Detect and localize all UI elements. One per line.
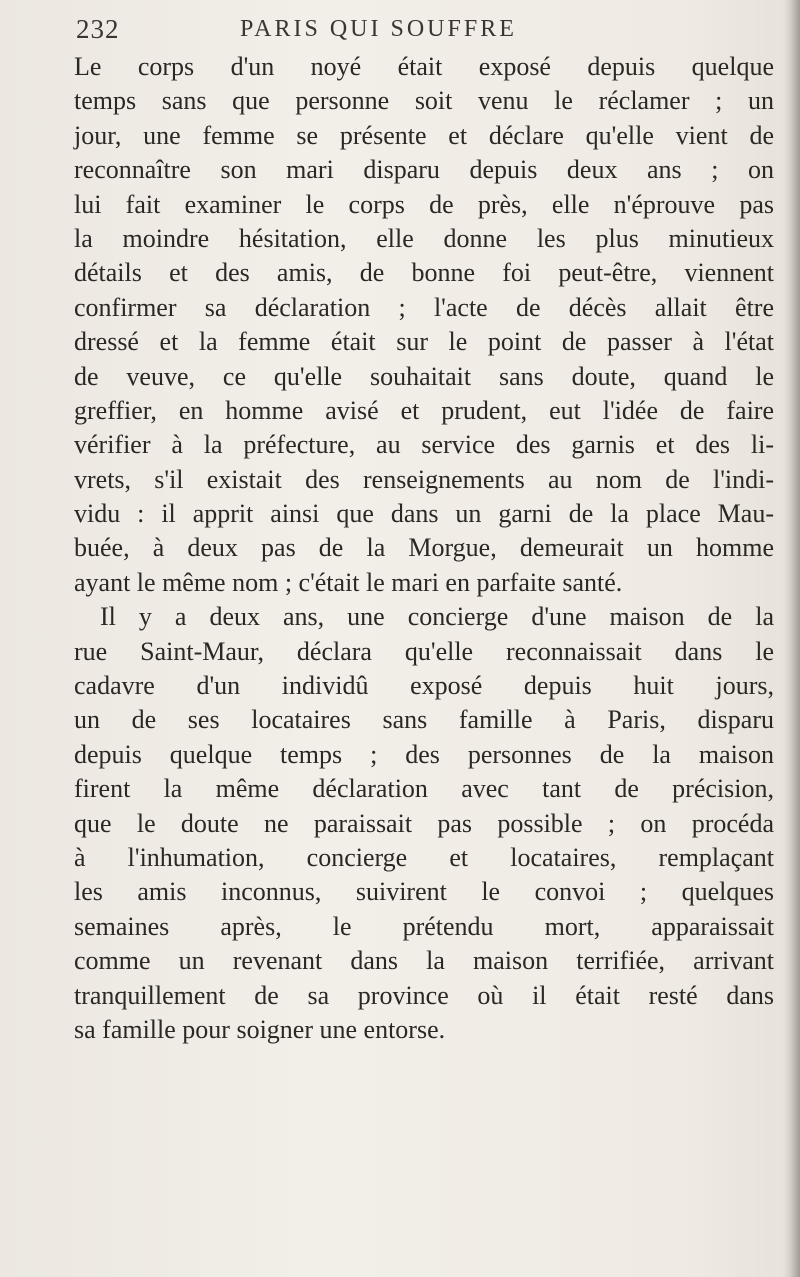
paragraph-start-line: Il y a deux ans, une concierge d'une maison de la (100, 602, 774, 632)
text-line: cadavre d'un individû exposé depuis huit jours, (74, 671, 774, 701)
text-line: ayant le même nom ; c'était le mari en parfaite santé. (74, 567, 623, 597)
text-line: à l'inhumation, concierge et locataires, remplaçant (74, 842, 774, 872)
text-line: reconnaître son mari disparu depuis deux ans ; on (74, 155, 774, 185)
text-line: sa famille pour soigner une entorse. (74, 1014, 446, 1044)
page-edge-shadow (784, 0, 800, 1277)
text-line: vrets, s'il existait des renseignements au nom de l'indi- (74, 464, 774, 494)
page-header (76, 14, 766, 54)
text-line: tranquillement de sa province où il était resté dans (74, 980, 774, 1010)
text-line: un de ses locataires sans famille à Paris, disparu (74, 705, 774, 735)
text-line: confirmer sa déclaration ; l'acte de décès allait être (74, 292, 774, 322)
text-line: firent la même déclaration avec tant de précision, (74, 774, 774, 804)
text-line: lui fait examiner le corps de près, elle n'éprouve pas (74, 189, 774, 219)
text-line: greffier, en homme avisé et prudent, eut l'idée de faire (74, 395, 774, 425)
running-title: PARIS QUI SOUFFRE (240, 16, 517, 42)
text-line: de veuve, ce qu'elle souhaitait sans doute, quand le (74, 361, 774, 391)
text-line: depuis quelque temps ; des personnes de la maison (74, 739, 774, 769)
text-line: détails et des amis, de bonne foi peut-être, viennent (74, 258, 774, 288)
text-line: rue Saint-Maur, déclara qu'elle reconnaissait dans le (74, 636, 774, 666)
text-line: dressé et la femme était sur le point de passer à l'état (74, 327, 774, 357)
text-line: la moindre hésitation, elle donne les plus minutieux (74, 223, 774, 253)
text-line: jour, une femme se présente et déclare qu'elle vient de (74, 120, 774, 150)
text-line: comme un revenant dans la maison terrifiée, arrivant (74, 946, 774, 976)
text-line: Le corps d'un noyé était exposé depuis quelque (74, 52, 774, 81)
text-line: semaines après, le prétendu mort, apparaissait (74, 911, 774, 941)
text-line: les amis inconnus, suivirent le convoi ; quelques (74, 877, 774, 907)
text-line: buée, à deux pas de la Morgue, demeurait un homme (74, 533, 774, 563)
body-text (74, 50, 774, 1047)
text-line: que le doute ne paraissait pas possible ; on procéda (74, 808, 774, 838)
text-line: vérifier à la préfecture, au service des garnis et des li- (74, 430, 774, 460)
text-line: temps sans que personne soit venu le réclamer ; un (74, 86, 774, 116)
page-number: 232 (76, 14, 120, 44)
text-line: vidu : il apprit ainsi que dans un garni de la place Mau- (74, 499, 774, 529)
